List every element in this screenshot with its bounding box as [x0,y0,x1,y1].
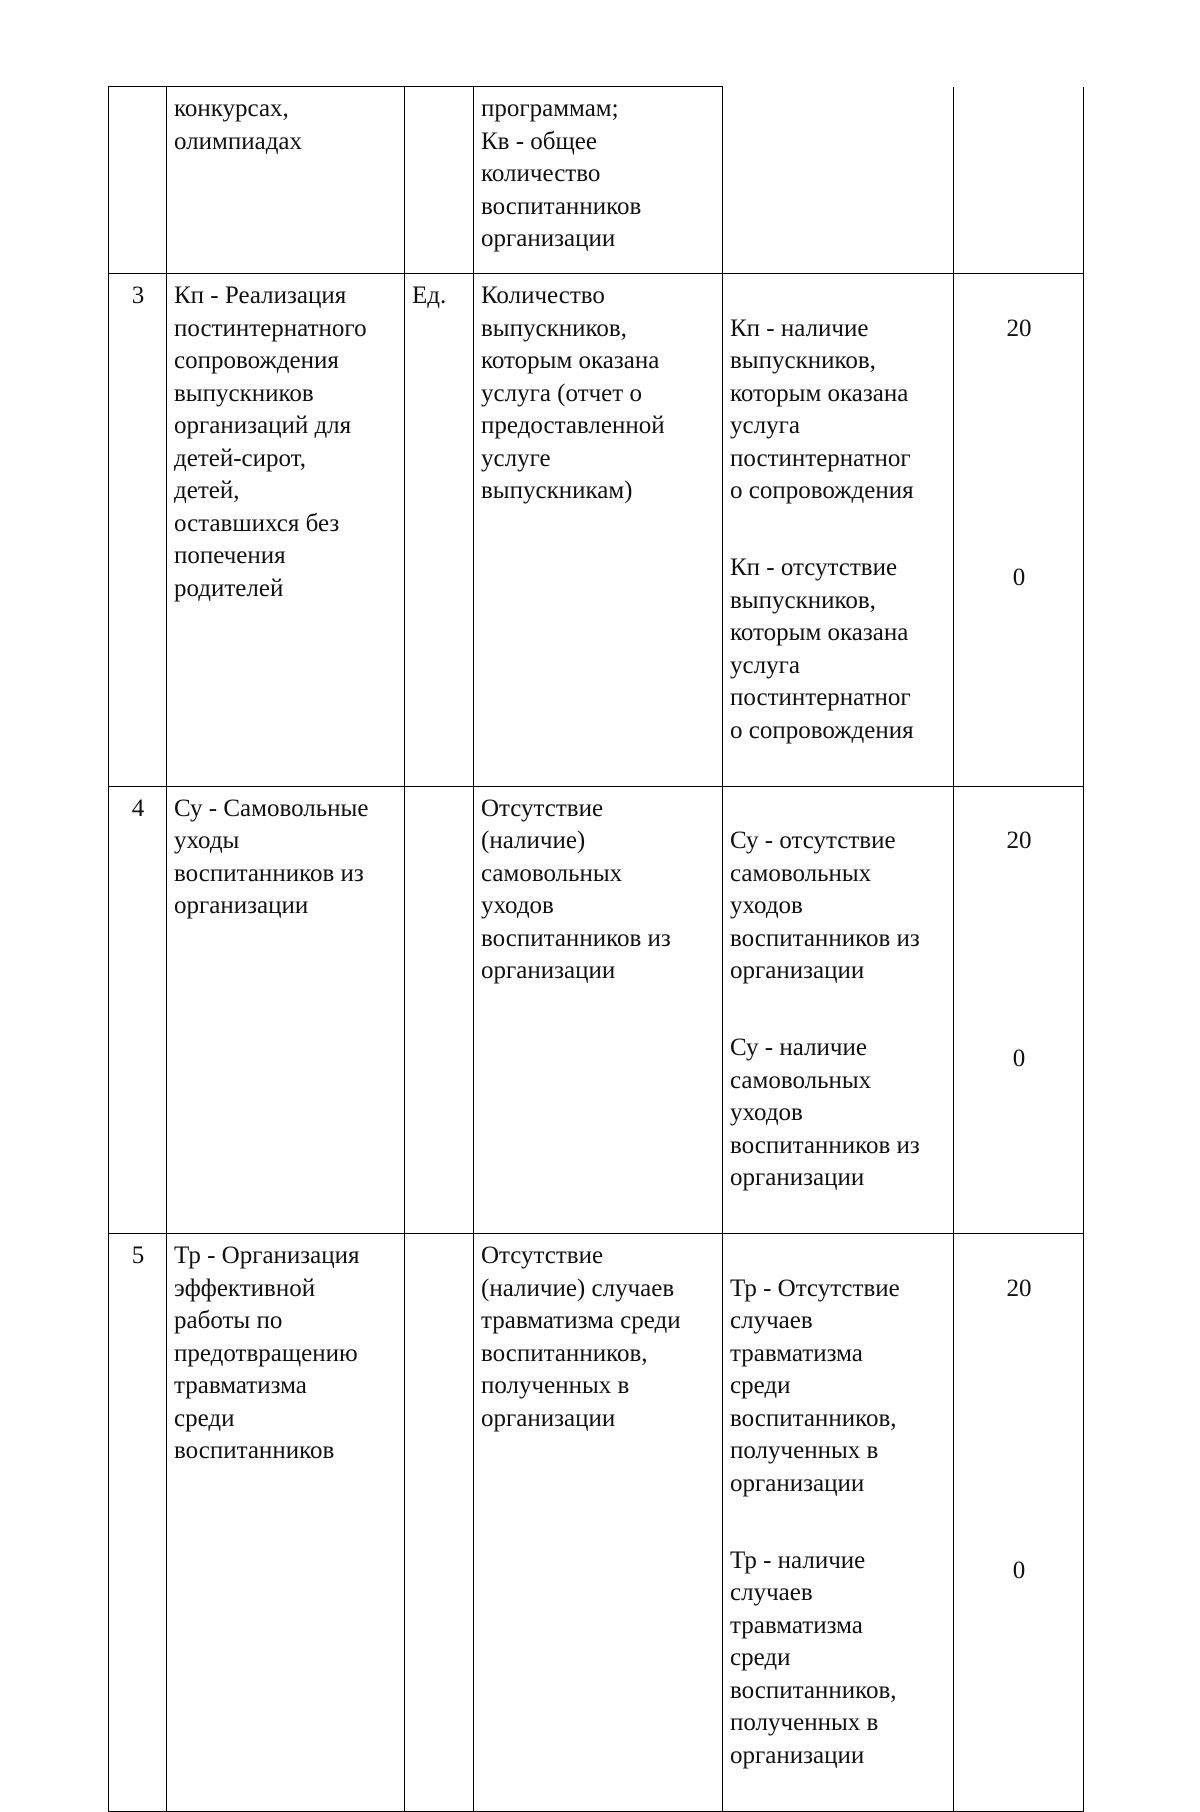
criteria-cell [723,786,954,1234]
row-number: 3 [109,274,167,787]
indicator-cell: конкурсах, олимпиадах [167,87,405,274]
table-row [109,786,1084,1234]
row-number [109,87,167,274]
method-cell: программам; Кв - общее количество воспитанников организации [474,87,723,274]
method-cell: Количество выпускников, которым оказана услуга (отчет о предоставленной услуге выпускникам) [474,274,723,787]
score-cell [954,1234,1084,1812]
table-row [109,87,1084,274]
criterion-text: Су - наличие самовольных уходов воспитанников из организации [730,1034,920,1191]
score-value: 0 [1012,1557,1026,1584]
score-value: 20 [1006,827,1032,854]
criteria-cell [723,1234,954,1812]
score-value: 0 [1012,1044,1026,1072]
score-value: 20 [1006,1274,1032,1302]
indicators-table [108,86,1084,1812]
criterion-text: Тр - наличие случаев травматизма среди воспитанников, полученных в организации [730,1546,897,1769]
table-row [109,1234,1084,1812]
unit-cell [405,1234,474,1812]
method-cell: Отсутствие (наличие) случаев травматизма среди воспитанников, полученных в организации [474,1234,723,1812]
indicator-cell: Тр - Организация эффективной работы по предотвращению травматизма среди воспитанников [167,1234,405,1812]
unit-cell: Ед. [405,274,474,787]
indicator-cell: Су - Самовольные уходы воспитанников из организации [167,786,405,1234]
method-cell: Отсутствие (наличие) самовольных уходов воспитанников из организации [474,786,723,1234]
criterion-text: Су - отсутствие самовольных уходов воспитанников из организации [730,827,920,984]
score-cell [954,274,1084,787]
score-cell [954,87,1084,274]
unit-cell [405,87,474,274]
criterion-text: Кп - отсутствие выпускников, которым оказана услуга постинтернатног о сопровождения [730,554,914,744]
score-value: 20 [1006,314,1032,342]
row-number: 5 [109,1234,167,1812]
criteria-cell [723,274,954,787]
criterion-text: Кп - наличие выпускников, которым оказана услуга постинтернатног о сопровождения [730,314,914,504]
table-row [109,274,1084,787]
criterion-text: Тр - Отсутствие случаев травматизма среди воспитанников, полученных в организации [730,1274,900,1497]
row-number: 4 [109,786,167,1234]
criteria-cell [723,87,954,274]
score-value: 0 [1012,564,1026,591]
indicator-cell: Кп - Реализация постинтернатного сопровождения выпускников организаций для детей-сирот, детей, оставшихся без попечения родителей [167,274,405,787]
unit-cell [405,786,474,1234]
score-cell [954,786,1084,1234]
